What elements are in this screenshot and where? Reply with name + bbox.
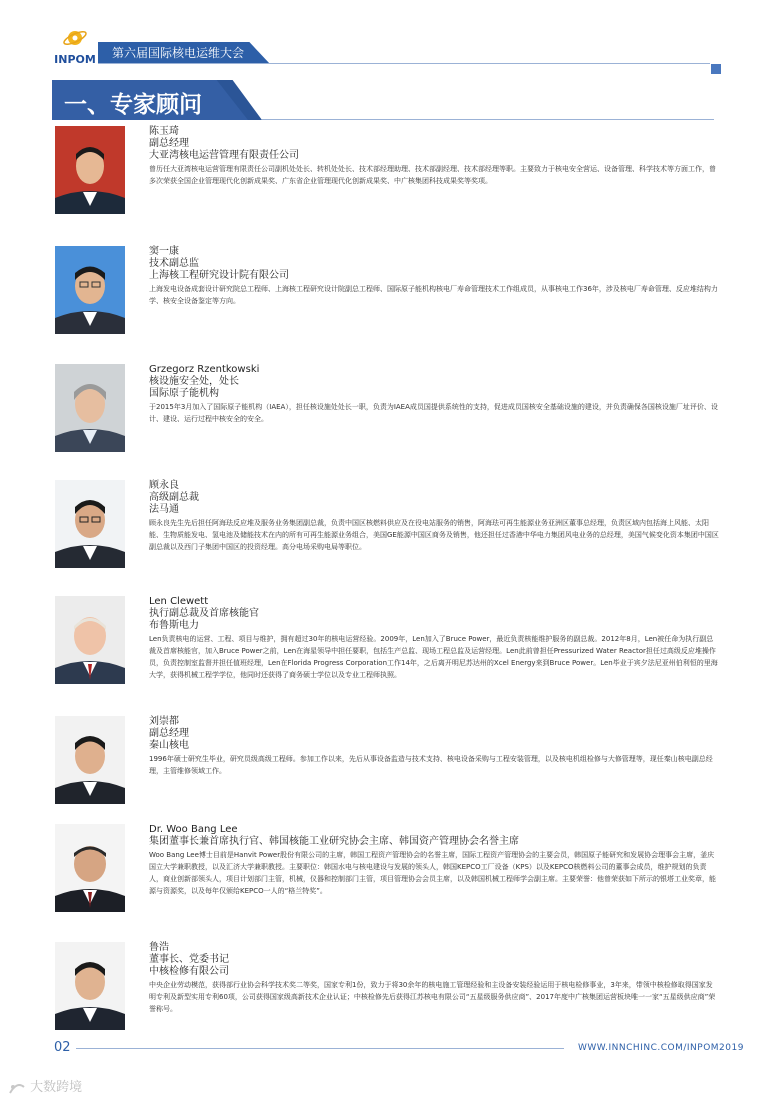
header-divider	[98, 63, 710, 64]
watermark	[8, 1076, 82, 1095]
expert-bio: 1996年硕士研究生毕业，研究员级高级工程师。参加工作以来，先后从事设备监造与技术支持、核电设备采购与工程安装管理，以及核电机组检修与大修管理等，现任秦山核电副总经理，主管维修领域工作。	[149, 755, 713, 775]
expert-organization: 国际原子能机构	[149, 388, 219, 399]
watermark-text: 大数跨境	[30, 1080, 83, 1095]
expert-bio: 曾历任大亚湾核电运营管理有限责任公司副机处处长、转机处处长、技术部经理助理、技术部副经理、技术部经理等职。主要致力于核电安全营运、设备管理、科学技术等方面工作，曾多次荣获全国企业管理现代化创新成果奖、广东省企业管理现代化创新成果奖、中广核集团科技成果奖等奖项。	[149, 165, 716, 185]
expert-name: Dr. Woo Bang Lee	[149, 824, 238, 835]
person-portrait-icon	[55, 942, 125, 1030]
expert-photo	[55, 942, 125, 1030]
section-title: 一、专家顾问	[64, 92, 202, 118]
person-portrait-icon	[55, 596, 125, 684]
expert-title: 高级副总裁	[149, 492, 199, 503]
person-portrait-icon	[55, 716, 125, 804]
inpom-logo	[52, 28, 98, 68]
section-divider	[262, 119, 714, 120]
person-portrait-icon	[55, 480, 125, 568]
expert-photo	[55, 596, 125, 684]
expert-organization: 上海核工程研究设计院有限公司	[149, 270, 289, 281]
expert-name: 刘崇都	[149, 716, 179, 727]
expert-title: 技术副总监	[149, 258, 199, 269]
header-square-accent	[711, 64, 721, 74]
footer-divider	[76, 1048, 564, 1049]
watermark-logo-icon	[8, 1081, 26, 1095]
person-portrait-icon	[55, 126, 125, 214]
expert-bio: Woo Bang Lee博士目前是Hanvit Power股份有限公司的主席，韩国工程资产管理协会的名誉主席，国际工程资产管理协会的主要会员，韩国原子能研究和发展协会理事会主席，釜庆国立大学兼职教授，以及汇济大学兼职教授。主要职位：韩国水电与核电建设与发展的领头人，韩国KEPCO工厂设备（KPS）以及KEPCO核燃料公司的董事会成员，维护规划的负责人，商业创新部领头人，项目计划部门主管，机械，仪器和控制部门主管，项目管理协会会员主席，以及韩国机械工程师学会副主席。主要荣誉：他曾荣获如下所示的银塔工业奖章，能源与资源奖，以及每年仅颁给KEPCO一人的“格兰特奖”。	[149, 851, 716, 895]
expert-name: 陈玉琦	[149, 126, 179, 137]
person-portrait-icon	[55, 246, 125, 334]
expert-photo	[55, 824, 125, 912]
expert-bio: 中央企业劳动模范，获得部行业协会科学技术奖二等奖，国家专利1份，致力于将30余年的核电施工管理经验和主设备安装经验运用于核电检修事业，3年来，带领中核检修取得国家发明专利及新型实用专利60项，公司获得国家级高新技术企业认证；中核检修先后获得江苏核电有限公司“五星级服务供应商”、2017年度中广核集团运营板块唯一一家“五星级供应商”荣誉称号。	[149, 981, 716, 1013]
expert-organization: 中核检修有限公司	[149, 966, 229, 977]
page-number: 02	[54, 1040, 71, 1055]
expert-bio: Len负责核电的运营、工程、项目与维护，拥有超过30年的核电运营经验。2009年，Len加入了Bruce Power，最近负责核能维护服务的副总裁。2012年8月，Len被任命为执行副总裁及首席核能官，加入Bruce Power之前，Len在海星领导中担任要职，包括生产总监、现场工程总监及运营经理。Len此前曾担任Pressurized Water Reactor担任过高级反应堆操作员，负责控制室监督并担任值班经理，Len在Florida Progress Corporation工作14年，之后离开明尼苏达州的Xcel Energy来到Bruce Power。Len毕业于宾夕法尼亚州伯利恒的里海大学，获得机械工程学学位，他同时还获得了商务硕士学位以及专业工程师执照。	[149, 635, 718, 679]
expert-name: 窦一康	[149, 246, 179, 257]
logo-text: INPOM	[54, 53, 96, 66]
expert-title: 董事长、党委书记	[149, 954, 229, 965]
expert-name: 鲁浩	[149, 942, 169, 953]
expert-title: 执行副总裁及首席核能官	[149, 608, 259, 619]
expert-bio: 顾永良先生先后担任阿海珐反应堆及服务业务集团副总裁，负责中国区核燃料供应及在役电站服务的销售，阿海珐可再生能源业务亚洲区董事总经理，负责区域内包括海上风能、太阳能、生物质能发电、氢电池及储能技术在内的所有可再生能源业务组合，美国GE能源中国区商务及销售，他还担任过香港中华电力集团风电业务的总经理，美国气候变化资本集团中国区副总裁以及西门子集团中国区的投资经理。高分电场采购电局等职位。	[149, 519, 719, 551]
expert-photo	[55, 716, 125, 804]
expert-photo	[55, 246, 125, 334]
footer-url: WWW.INNCHINC.COM/INPOM2019	[578, 1043, 744, 1053]
expert-bio: 上海发电设备成套设计研究院总工程师、上海核工程研究设计院副总工程师、国际原子能机构核电厂寿命管理技术工作组成员，从事核电工作36年，涉及核电厂寿命管理、反应堆结构力学、核安全设备鉴定等方向。	[149, 285, 718, 305]
expert-name: Len Clewett	[149, 596, 209, 607]
expert-bio: 于2015年3月加入了国际原子能机构（IAEA），担任核设施处处长一职，负责为IAEA成员国提供系统性的支持，促进成员国核安全基础设施的建设，并负责确保各国核设施厂址评价、设计、建设、运行过程中核安全的安全。	[149, 403, 718, 423]
expert-photo	[55, 480, 125, 568]
expert-organization: 法马通	[149, 504, 179, 515]
expert-photo	[55, 364, 125, 452]
expert-organization: 大亚湾核电运营管理有限责任公司	[149, 150, 299, 161]
person-portrait-icon	[55, 364, 125, 452]
expert-title: 核设施安全处，处长	[149, 376, 239, 387]
expert-title: 副总经理	[149, 728, 189, 739]
logo-atom-icon	[62, 28, 88, 52]
expert-organization: 秦山核电	[149, 740, 189, 751]
expert-name: 顾永良	[149, 480, 179, 491]
expert-title: 集团董事长兼首席执行官、韩国核能工业研究协会主席、韩国资产管理协会名誉主席	[149, 836, 519, 847]
expert-photo	[55, 126, 125, 214]
person-portrait-icon	[55, 824, 125, 912]
conference-title: 第六届国际核电运维大会	[112, 46, 245, 60]
expert-organization: 布鲁斯电力	[149, 620, 199, 631]
expert-title: 副总经理	[149, 138, 189, 149]
expert-name: Grzegorz Rzentkowski	[149, 364, 260, 375]
